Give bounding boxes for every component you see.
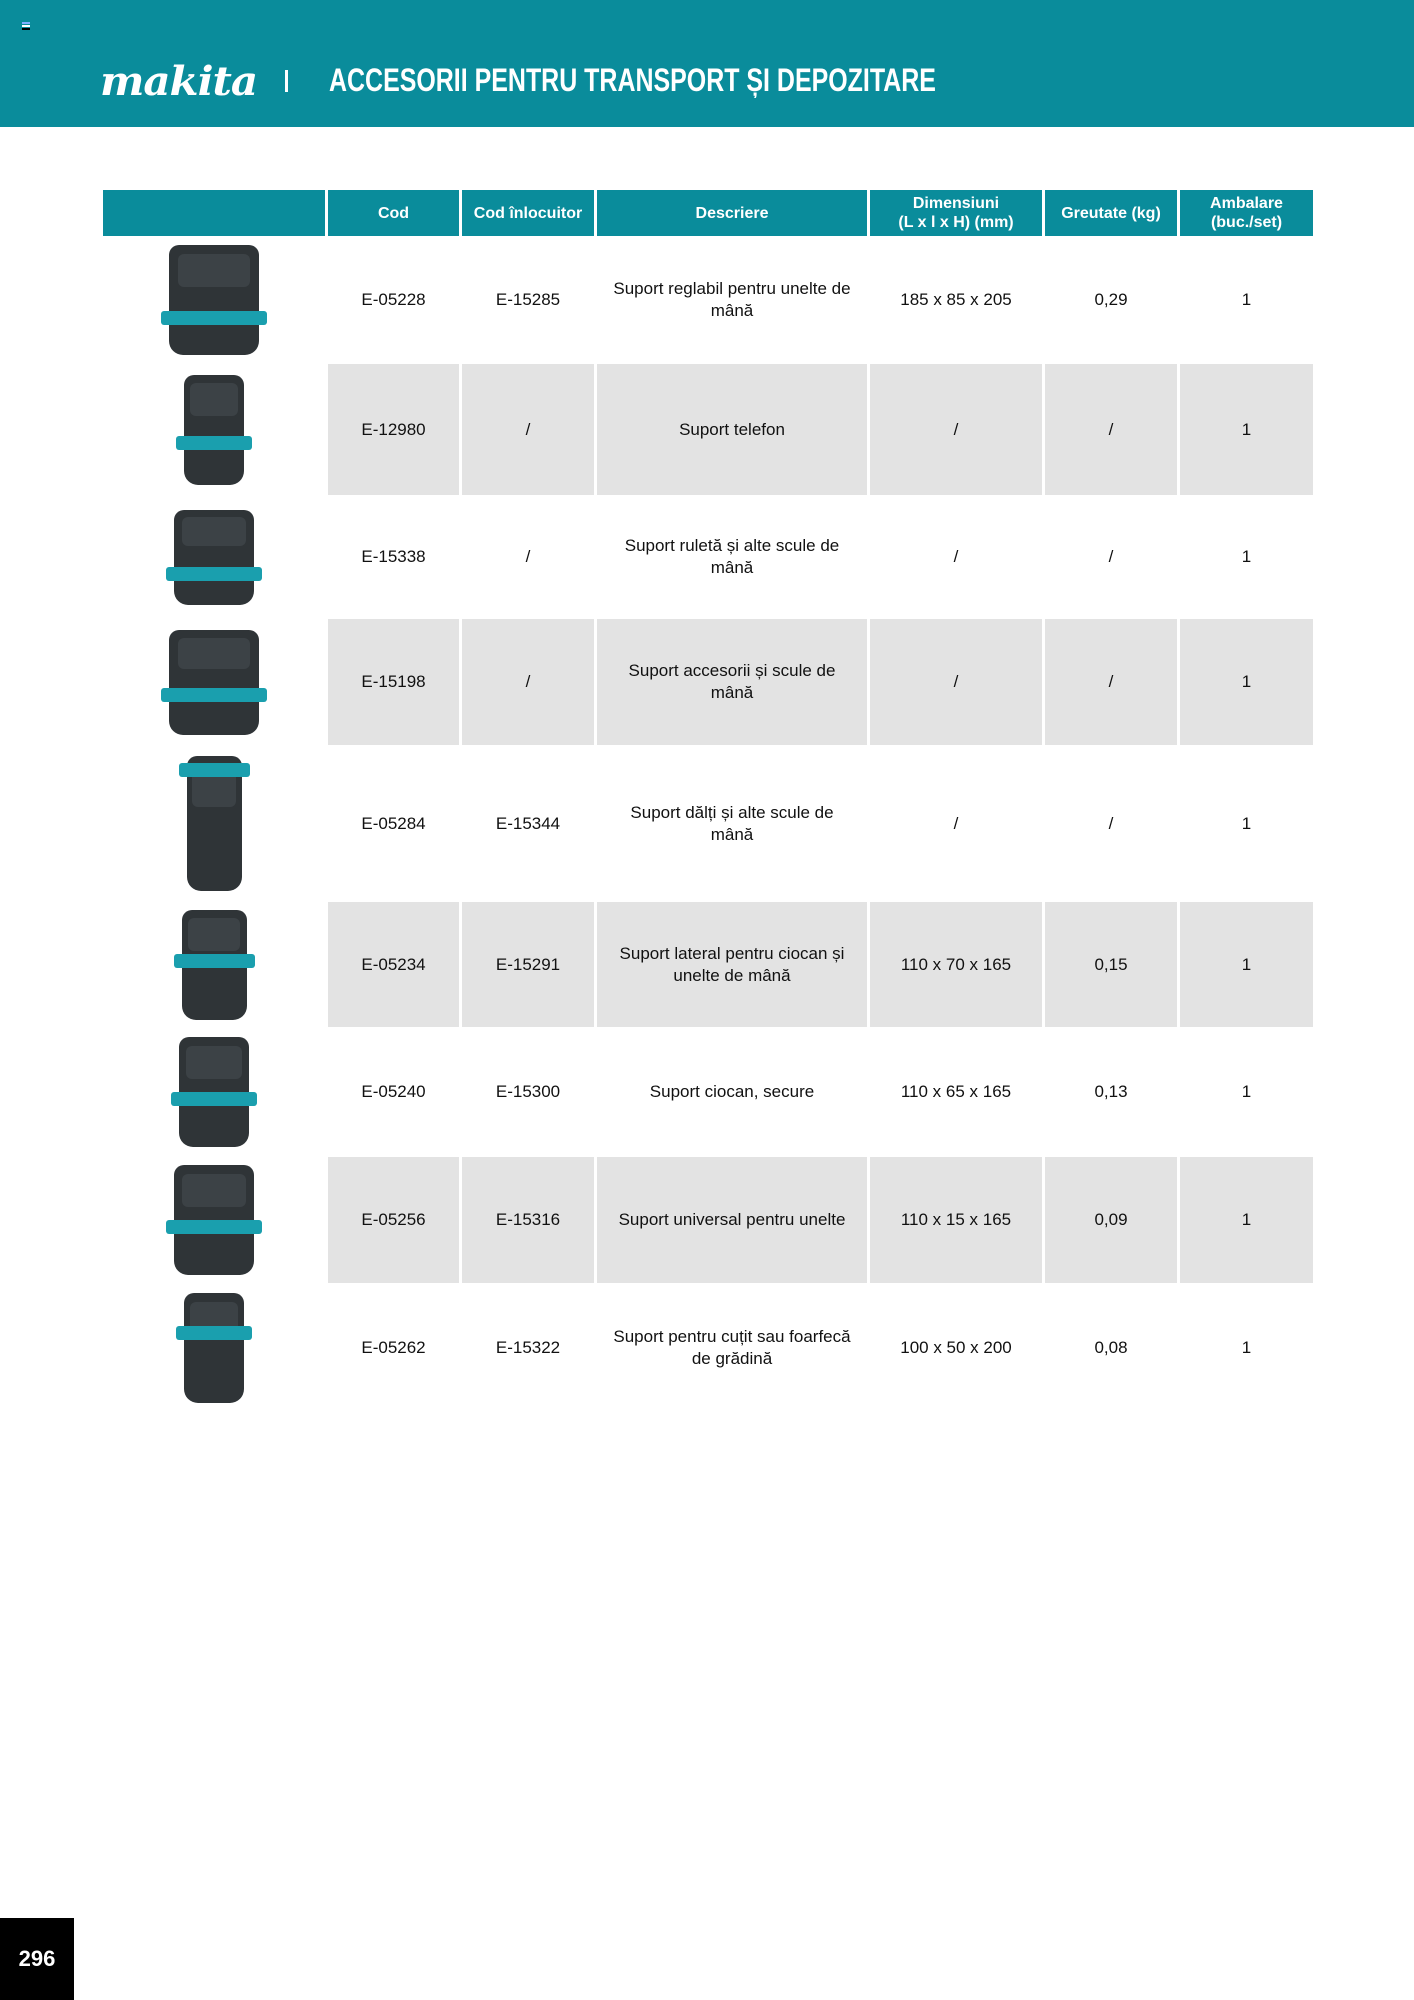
cell-inlocuitor: E-15291	[462, 902, 594, 1027]
table-row	[103, 1157, 1313, 1283]
product-image-cell	[103, 1157, 325, 1283]
cell-inlocuitor: /	[462, 364, 594, 495]
cell-cod: E-12980	[328, 364, 459, 495]
cell-inlocuitor: E-15322	[495, 1338, 561, 1357]
table-header	[103, 190, 1313, 236]
cell-greutate: /	[1108, 547, 1114, 566]
cell-greutate: /	[1045, 619, 1177, 745]
product-image	[174, 510, 254, 605]
product-image-cell	[103, 902, 325, 1027]
cell-ambalare: 1	[1180, 1157, 1313, 1283]
cell-ambalare: 1	[1241, 1082, 1252, 1101]
cell-cod: E-15198	[328, 619, 459, 745]
cell-cod: E-05256	[328, 1157, 459, 1283]
product-image	[179, 1037, 249, 1147]
cell-greutate: /	[1045, 364, 1177, 495]
divider	[285, 70, 288, 92]
cell-ambalare: 1	[1241, 813, 1252, 833]
page-header	[0, 0, 1414, 127]
flag-icon	[22, 22, 30, 30]
cell-greutate: 0,13	[1094, 1082, 1128, 1101]
table-row	[103, 236, 1313, 364]
cell-dimensiuni: /	[953, 813, 959, 833]
cell-inlocuitor: E-15316	[462, 1157, 594, 1283]
product-image	[169, 245, 259, 355]
product-image	[184, 375, 244, 485]
cell-dimensiuni: /	[953, 547, 959, 566]
cell-descriere: Suport dălți și alte scule de mână	[630, 802, 834, 844]
cell-descriere: Suport reglabil pentru unelte de mână	[613, 279, 851, 320]
cell-ambalare: 1	[1180, 619, 1313, 745]
col-dimensiuni: Dimensiuni (L x l x H) (mm)	[870, 190, 1042, 236]
cell-descriere: Suport pentru cuțit sau foarfecă de grădină	[613, 1327, 851, 1368]
cell-cod: E-05284	[361, 813, 426, 833]
col-descriere: Descriere	[597, 190, 867, 236]
cell-dimensiuni: /	[870, 364, 1042, 495]
table-row	[103, 495, 1313, 619]
product-image-cell	[103, 619, 325, 745]
cell-cod: E-05240	[361, 1082, 426, 1101]
col-ambalare: Ambalare (buc./set)	[1180, 190, 1313, 236]
cell-descriere: Suport universal pentru unelte	[597, 1157, 867, 1283]
cell-ambalare: 1	[1241, 290, 1252, 309]
product-image	[184, 1293, 244, 1403]
cell-greutate: 0,15	[1045, 902, 1177, 1027]
page-number: 296	[0, 1918, 74, 2000]
cell-cod: E-05234	[328, 902, 459, 1027]
table-row	[103, 619, 1313, 745]
cell-ambalare: 1	[1241, 1338, 1252, 1357]
cell-dimensiuni: /	[870, 619, 1042, 745]
cell-ambalare: 1	[1180, 364, 1313, 495]
cell-dimensiuni: 110 x 70 x 165	[870, 902, 1042, 1027]
table-row	[103, 364, 1313, 495]
cell-ambalare: 1	[1241, 547, 1252, 566]
product-table	[100, 190, 1316, 1413]
table-row	[103, 745, 1313, 902]
cell-dimensiuni: 110 x 65 x 165	[900, 1082, 1012, 1101]
col-image	[103, 190, 325, 236]
page-title: ACCESORII PENTRU TRANSPORT ȘI DEPOZITARE	[329, 62, 936, 98]
cell-ambalare: 1	[1180, 902, 1313, 1027]
table-row	[103, 1027, 1313, 1157]
cell-inlocuitor: /	[525, 547, 531, 566]
product-image	[187, 756, 242, 891]
cell-cod: E-05228	[361, 290, 426, 309]
cell-descriere: Suport lateral pentru ciocan și unelte de mână	[597, 902, 867, 1027]
product-image-cell	[103, 745, 325, 902]
product-image	[182, 910, 247, 1020]
product-image-cell	[103, 495, 325, 619]
col-cod: Cod	[328, 190, 459, 236]
cell-descriere: Suport ruletă și alte scule de mână	[624, 536, 840, 577]
table-row	[103, 1283, 1313, 1413]
cell-cod: E-15338	[361, 547, 426, 566]
cell-greutate: 0,29	[1094, 290, 1128, 309]
table-row	[103, 902, 1313, 1027]
cell-descriere: Suport telefon	[597, 364, 867, 495]
cell-descriere: Suport ciocan, secure	[649, 1082, 815, 1101]
product-image-cell	[103, 236, 325, 364]
product-image	[174, 1165, 254, 1275]
cell-dimensiuni: 100 x 50 x 200	[900, 1338, 1012, 1357]
product-image-cell	[103, 1283, 325, 1413]
makita-logo: makita	[100, 58, 258, 105]
product-image-cell	[103, 1027, 325, 1157]
product-image-cell	[103, 364, 325, 495]
cell-greutate: 0,08	[1094, 1338, 1128, 1357]
col-greutate: Greutate (kg)	[1045, 190, 1177, 236]
cell-dimensiuni: 185 x 85 x 205	[900, 290, 1012, 309]
cell-inlocuitor: E-15344	[495, 813, 561, 833]
cell-greutate: /	[1108, 813, 1114, 833]
cell-inlocuitor: E-15285	[495, 290, 561, 309]
cell-inlocuitor: /	[462, 619, 594, 745]
cell-dimensiuni: 110 x 15 x 165	[870, 1157, 1042, 1283]
cell-greutate: 0,09	[1045, 1157, 1177, 1283]
cell-descriere: Suport accesorii și scule de mână	[597, 619, 867, 745]
product-image	[169, 630, 259, 735]
cell-inlocuitor: E-15300	[495, 1082, 561, 1101]
cell-cod: E-05262	[361, 1338, 426, 1357]
col-cod-inlocuitor: Cod înlocuitor	[462, 190, 594, 236]
